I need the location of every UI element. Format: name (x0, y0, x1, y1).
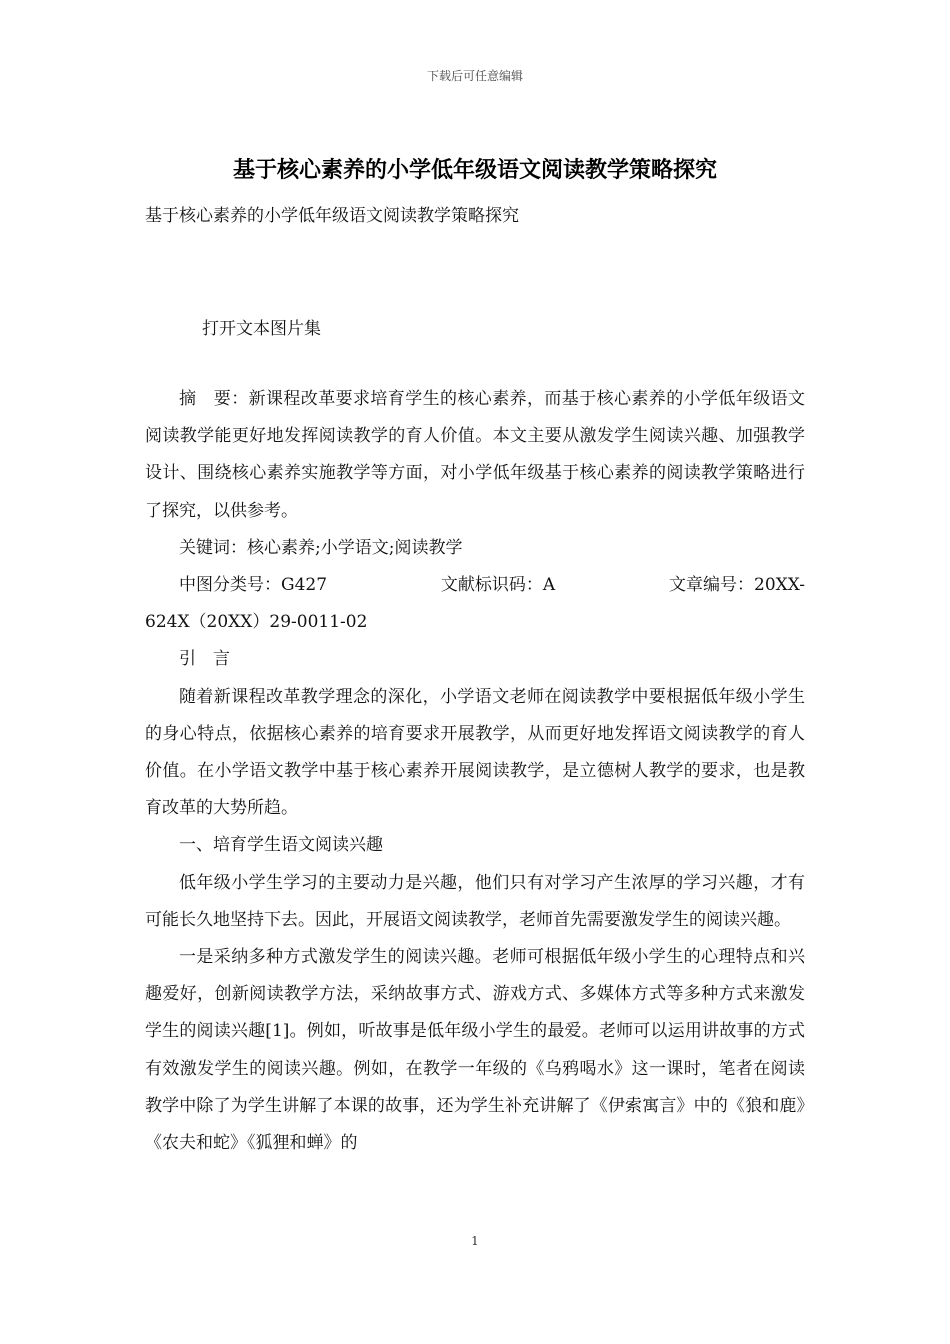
article-number: 文章编号：20XX- (669, 575, 805, 596)
page-number: 1 (471, 1234, 479, 1248)
intro-heading: 引 言 (179, 649, 230, 670)
classification-line (145, 567, 805, 604)
section-1-paragraph-2: 一是采纳多种方式激发学生的阅读兴趣。老师可根据低年级小学生的心理特点和兴趣爱好，创新阅读教学方法，采纳故事方式、游戏方式、多媒体方式等多种方式来激发学生的阅读兴趣[1]。例如，听故事是低年级小学生的最爱。老师可以运用讲故事的方式有效激发学生的阅读兴趣。例如，在教学一年级的《乌鸦喝水》这一课时，笔者在阅读教学中除了为学生讲解了本课的故事，还为学生补充讲解了《伊索寓言》中的《狼和鹿》《农夫和蛇》《狐狸和蝉》的 (145, 947, 805, 1154)
clc-number: 中图分类号：G427 (179, 575, 328, 596)
article-number-continued: 624X（20XX）29-0011-02 (145, 612, 368, 633)
document-title: 基于核心素养的小学低年级语文阅读教学策略探究 (232, 157, 717, 183)
open-image-set-link[interactable]: 打开文本图片集 (202, 319, 321, 339)
page-header-note: 下载后可任意编辑 (426, 69, 523, 83)
section-1-heading: 一、培育学生语文阅读兴趣 (179, 835, 383, 856)
document-body (145, 381, 805, 1162)
keywords-line: 关键词：核心素养;小学语文;阅读教学 (179, 537, 463, 558)
intro-paragraph: 随着新课程改革教学理念的深化，小学语文老师在阅读教学中要根据低年级小学生的身心特点，依据核心素养的培育要求开展教学，从而更好地发挥语文阅读教学的育人价值。在小学语文教学中基于核心素养开展阅读教学，是立德树人教学的要求，也是教育改革的大势所趋。 (145, 686, 805, 819)
document-code: 文献标识码：A (440, 575, 556, 596)
document-subtitle: 基于核心素养的小学低年级语文阅读教学策略探究 (145, 206, 519, 226)
section-1-paragraph-1: 低年级小学生学习的主要动力是兴趣，他们只有对学习产生浓厚的学习兴趣，才有可能长久地坚持下去。因此，开展语文阅读教学，老师首先需要激发学生的阅读兴趣。 (145, 872, 805, 930)
abstract-paragraph: 摘 要：新课程改革要求培育学生的核心素养，而基于核心素养的小学低年级语文阅读教学能更好地发挥阅读教学的育人价值。本文主要从激发学生阅读兴趣、加强教学设计、围绕核心素养实施教学等方面，对小学低年级基于核心素养的阅读教学策略进行了探究，以供参考。 (145, 389, 805, 521)
